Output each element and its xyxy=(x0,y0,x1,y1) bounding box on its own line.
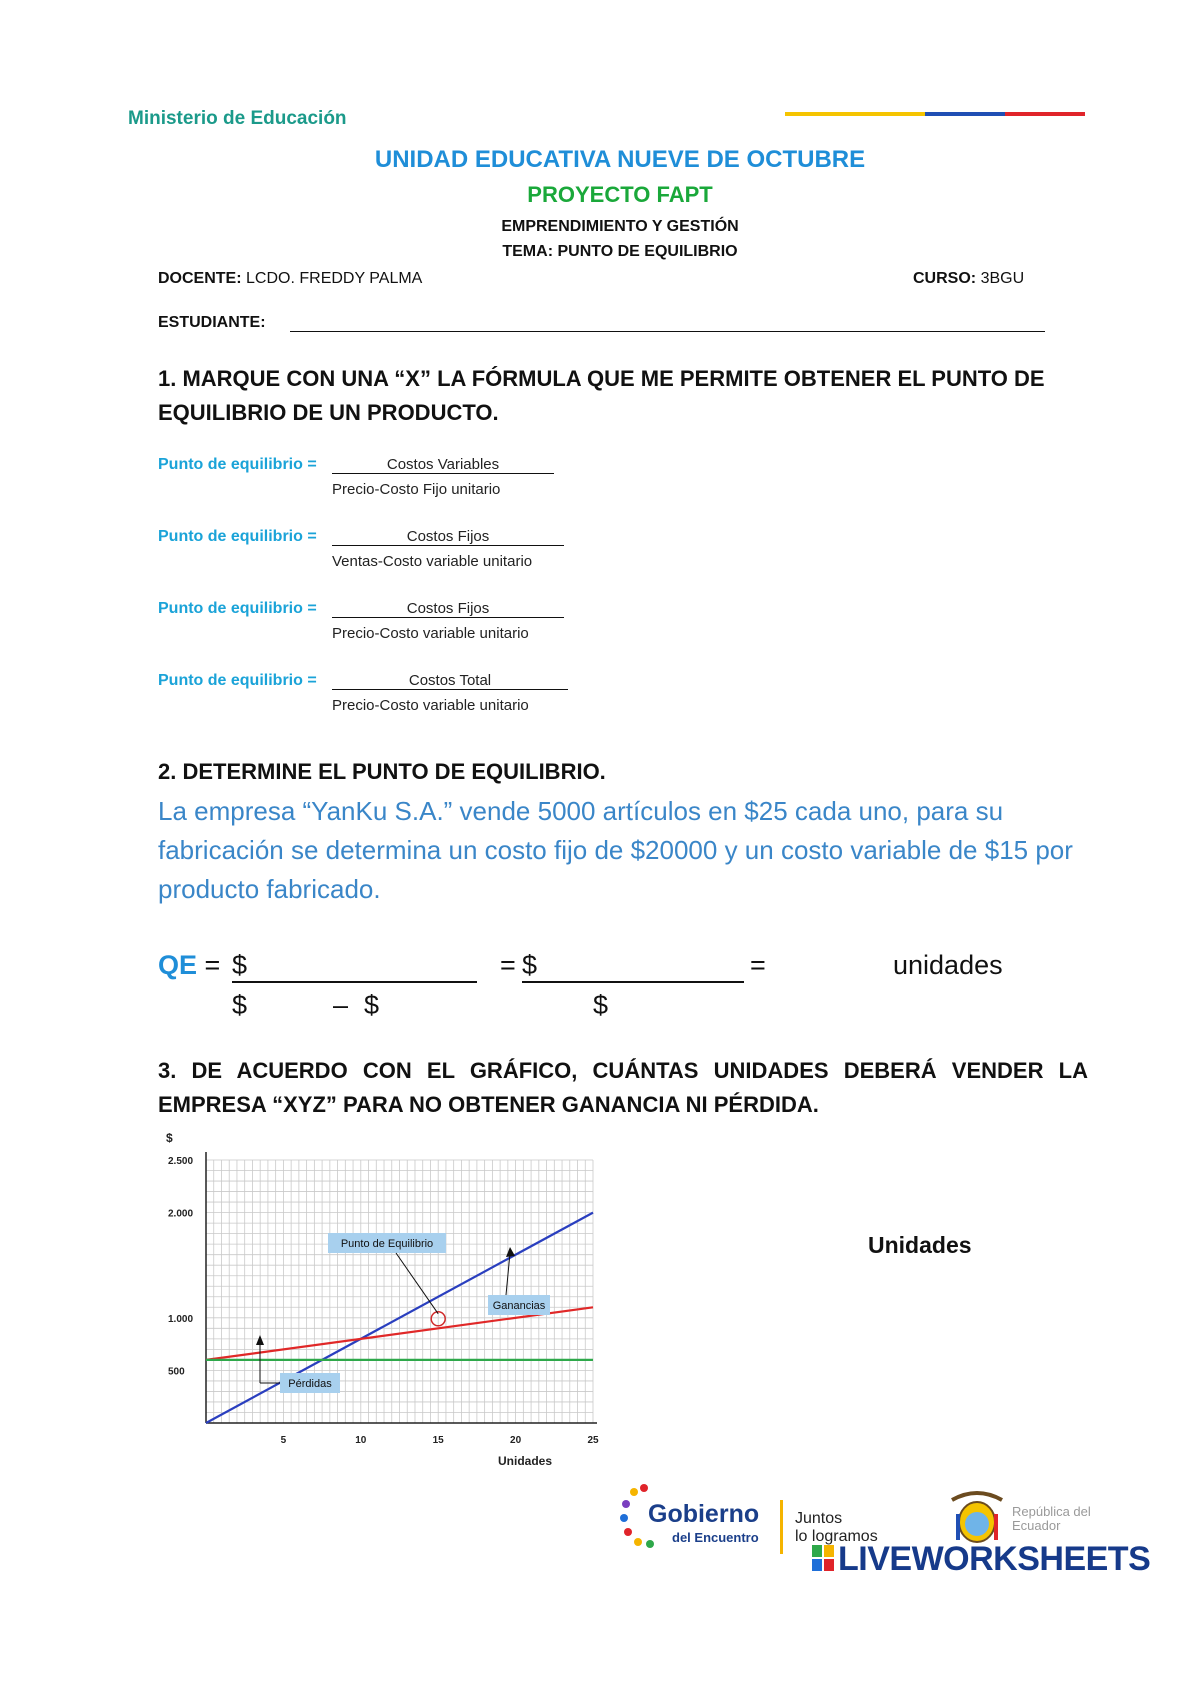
y-tick-label: 1.000 xyxy=(168,1313,194,1325)
formula-denominator: Precio-Costo Fijo unitario xyxy=(332,481,501,498)
qe-symbol: QE xyxy=(158,950,198,980)
x-tick-label: 5 xyxy=(280,1435,287,1446)
qe-denominator-2[interactable]: $ xyxy=(593,990,609,1020)
breakeven-chart xyxy=(158,1125,613,1470)
formula-label: Punto de equilibrio = xyxy=(158,672,317,689)
formula-label: Punto de equilibrio = xyxy=(158,600,317,617)
x-axis-label: Unidades xyxy=(498,1454,553,1468)
x-tick-label: 25 xyxy=(587,1435,599,1446)
curso-value: 3BGU xyxy=(980,270,1025,287)
answer-unidades-label: Unidades xyxy=(868,1232,972,1258)
lo-logramos-text: lo logramos xyxy=(795,1528,878,1545)
x-tick-label: 20 xyxy=(510,1435,522,1446)
republica-text: República del Ecuador xyxy=(1012,1504,1091,1533)
x-tick-label: 15 xyxy=(432,1435,444,1446)
y-axis-label: $ xyxy=(166,1131,173,1145)
qe-minus: – xyxy=(333,990,349,1020)
answer-field[interactable] xyxy=(780,1270,980,1300)
liveworksheets-logo-icon xyxy=(812,1545,834,1571)
formula-numerator: Costos Total xyxy=(332,672,568,690)
flag-yellow xyxy=(785,112,925,116)
qe-label xyxy=(158,950,220,981)
ecuador-seal-icon xyxy=(948,1486,1006,1548)
unidades-label: unidades xyxy=(893,950,1003,980)
del-encuentro-text: del Encuentro xyxy=(672,1530,759,1545)
qe-equals: = xyxy=(204,950,221,980)
annotation-ganancias: Ganancias xyxy=(492,1300,546,1312)
gobierno-text: Gobierno xyxy=(648,1500,760,1528)
subject-title: EMPRENDIMIENTO Y GESTIÓN xyxy=(501,218,739,235)
footer-divider xyxy=(780,1500,783,1554)
formula-numerator: Costos Variables xyxy=(332,456,554,474)
flag-blue xyxy=(925,112,1005,116)
flag-stripe xyxy=(785,112,1085,116)
docente-label: DOCENTE: xyxy=(158,270,242,287)
y-tick-label: 2.500 xyxy=(168,1156,194,1167)
curso-line xyxy=(913,270,1024,288)
arrow-head xyxy=(506,1247,515,1257)
formula-label: Punto de equilibrio = xyxy=(158,528,317,545)
qe-numerator-2[interactable] xyxy=(522,950,744,983)
qe-answer-field[interactable] xyxy=(778,962,878,984)
tema-title: TEMA: PUNTO DE EQUILIBRIO xyxy=(502,243,738,260)
estudiante-field[interactable] xyxy=(290,331,1045,332)
chart-svg xyxy=(158,1125,613,1470)
qe-equals-2: = xyxy=(500,950,516,980)
formula-numerator: Costos Fijos xyxy=(332,528,564,546)
school-title: UNIDAD EDUCATIVA NUEVE DE OCTUBRE xyxy=(374,146,866,173)
qe-denominator-1b[interactable]: $ xyxy=(364,990,380,1020)
question-1: 1. MARQUE CON UNA “X” LA FÓRMULA QUE ME PERMITE OBTENER EL PUNTO DE EQUILIBRIO DE UN PRODUCTO. xyxy=(158,366,1045,425)
formula-numerator: Costos Fijos xyxy=(332,600,564,618)
formula-2[interactable] xyxy=(158,528,317,546)
dollar-sign: $ xyxy=(232,950,248,980)
y-tick-label: 2.000 xyxy=(168,1208,194,1220)
question-3: 3. DE ACUERDO CON EL GRÁFICO, CUÁNTAS UNIDADES DEBERÁ VENDER LA EMPRESA “XYZ” PARA NO OBTENER GANANCIA NI PÉRDIDA. xyxy=(158,1058,1088,1117)
y-tick-label: 500 xyxy=(168,1366,185,1378)
formula-denominator: Precio-Costo variable unitario xyxy=(332,625,529,642)
problem-statement: La empresa “YanKu S.A.” vende 5000 artículos en $25 cada uno, para su fabricación se determina un costo fijo de $20000 y un costo variable de $15 por producto fabricado. xyxy=(158,796,1073,904)
formula-label: Punto de equilibrio = xyxy=(158,456,317,473)
annotation-pointer xyxy=(396,1253,438,1314)
formula-4[interactable] xyxy=(158,672,317,690)
formula-1[interactable] xyxy=(158,456,317,474)
estudiante-label: ESTUDIANTE: xyxy=(158,314,266,331)
docente-line xyxy=(158,270,422,288)
docente-value: LCDO. FREDDY PALMA xyxy=(246,270,423,287)
qe-equals-3: = xyxy=(750,950,766,980)
liveworksheets-wordmark: LIVEWORKSHEETS xyxy=(838,1540,1151,1578)
qe-numerator-1[interactable] xyxy=(232,950,477,983)
annotation-perdidas: Pérdidas xyxy=(288,1378,332,1390)
arrow-head xyxy=(256,1335,264,1345)
flag-red xyxy=(1005,112,1085,116)
x-tick-label: 10 xyxy=(355,1435,367,1446)
juntos-text: Juntos xyxy=(795,1510,843,1527)
qe-denominator-1a[interactable]: $ xyxy=(232,990,248,1020)
ministerio-title: Ministerio de Educación xyxy=(128,108,347,129)
curso-label: CURSO: xyxy=(913,270,977,287)
annotation-punto-equilibrio: Punto de Equilibrio xyxy=(340,1238,434,1250)
question-2: 2. DETERMINE EL PUNTO DE EQUILIBRIO. xyxy=(158,759,606,784)
formula-denominator: Precio-Costo variable unitario xyxy=(332,697,529,714)
project-title: PROYECTO FAPT xyxy=(527,182,713,207)
formula-denominator: Ventas-Costo variable unitario xyxy=(332,553,533,570)
dollar-sign: $ xyxy=(522,950,538,980)
formula-3[interactable] xyxy=(158,600,317,618)
